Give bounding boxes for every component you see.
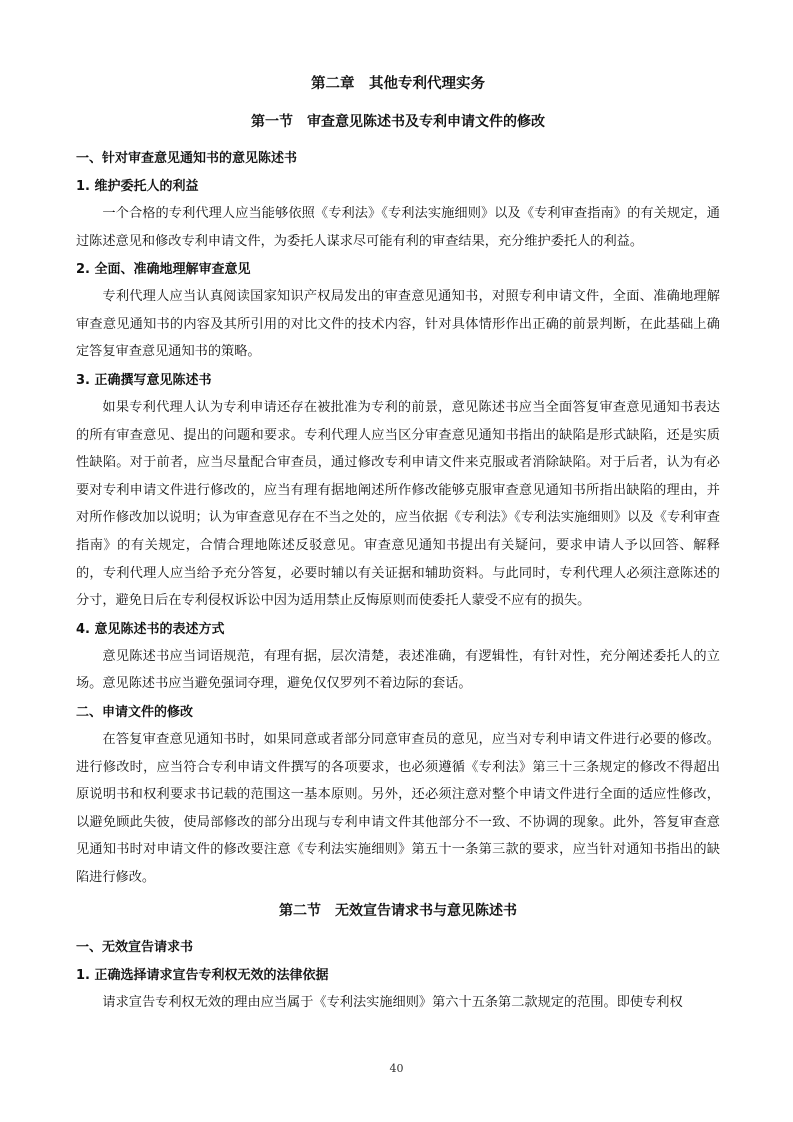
paragraph: 在答复审查意见通知书时，如果同意或者部分同意审查员的意见，应当对专利申请文件进行必要的修改。进行修改时，应当符合专利申请文件撰写的各项要求，也必须遵循《专利法》第三十三条规定的修改不得超出原说明书和权利要求书记载的范围这一基本原则。另外，还必须注意对整个申请文件进行全面的适应性修改，以避免顾此失彼，使局部修改的部分出现与专利申请文件其他部分不一致、不协调的现象。此外，答复审查意见通知书时对申请文件的修改要注意《专利法实施细则》第五十一条第三款的要求，应当针对通知书指出的缺陷进行修改。 — [76, 731, 720, 885]
item-heading: 1. 正确选择请求宣告专利权无效的法律依据 — [76, 968, 329, 984]
part-heading: 二、申请文件的修改 — [76, 704, 194, 720]
chapter-title: 第二章 其他专利代理实务 — [311, 76, 485, 92]
paragraph: 专利代理人应当认真阅读国家知识产权局发出的审查意见通知书，对照专利申请文件，全面、准确地理解审查意见通知书的内容及其所引用的对比文件的技术内容，针对具体情形作出正确的前景判断，在此基础上确定答复审查意见通知书的策略。 — [76, 289, 720, 360]
page-number: 40 — [389, 1062, 404, 1075]
paragraph: 一个合格的专利代理人应当能够依照《专利法》《专利法实施细则》以及《专利审查指南》的有关规定，通过陈述意见和修改专利申请文件，为委托人谋求尽可能有利的审查结果，充分维护委托人的利益。 — [76, 206, 720, 249]
item-heading: 4. 意见陈述书的表述方式 — [76, 621, 225, 637]
part-heading: 一、针对审查意见通知书的意见陈述书 — [76, 151, 298, 166]
paragraph: 意见陈述书应当词语规范，有理有据，层次清楚，表述准确，有逻辑性，有针对性，充分阐述委托人的立场。意见陈述书应当避免强词夺理，避免仅仅罗列不着边际的套话。 — [76, 648, 720, 692]
item-heading: 3. 正确撰写意见陈述书 — [76, 372, 212, 388]
section-title: 第二节 无效宣告请求书与意见陈述书 — [279, 903, 517, 920]
item-heading: 1. 维护委托人的利益 — [76, 179, 199, 194]
section-title: 第一节 审查意见陈述书及专利申请文件的修改 — [251, 114, 545, 130]
part-heading: 一、无效宣告请求书 — [76, 940, 194, 956]
paragraph: 如果专利代理人认为专利申请还存在被批准为专利的前景，意见陈述书应当全面答复审查意见通知书表达的所有审查意见、提出的问题和要求。专利代理人应当区分审查意见通知书指出的缺陷是形式缺陷，还是实质性缺陷。对于前者，应当尽量配合审查员，通过修改专利申请文件来克服或者消除缺陷。对于后者，认为有必要对专利申请文件进行修改的，应当有理有据地阐述所作修改能够克服审查意见通知书所指出缺陷的理由，并对所作修改加以说明；认为审查意见存在不当之处的，应当依据《专利法》《专利法实施细则》以及《专利审查指南》的有关规定，合情合理地陈述反驳意见。审查意见通知书提出有关疑问，要求申请人予以回答、解释的，专利代理人应当给予充分答复，必要时辅以有关证据和辅助资料。与此同时，专利代理人必须注意陈述的分寸，避免日后在专利侵权诉讼中因为适用禁止反悔原则而使委托人蒙受不应有的损失。 — [76, 399, 720, 609]
paragraph: 请求宣告专利权无效的理由应当属于《专利法实施细则》第六十五条第二款规定的范围。即使专利权 — [102, 995, 683, 1011]
page-content — [76, 70, 720, 1017]
item-heading: 2. 全面、准确地理解审查意见 — [76, 262, 251, 278]
